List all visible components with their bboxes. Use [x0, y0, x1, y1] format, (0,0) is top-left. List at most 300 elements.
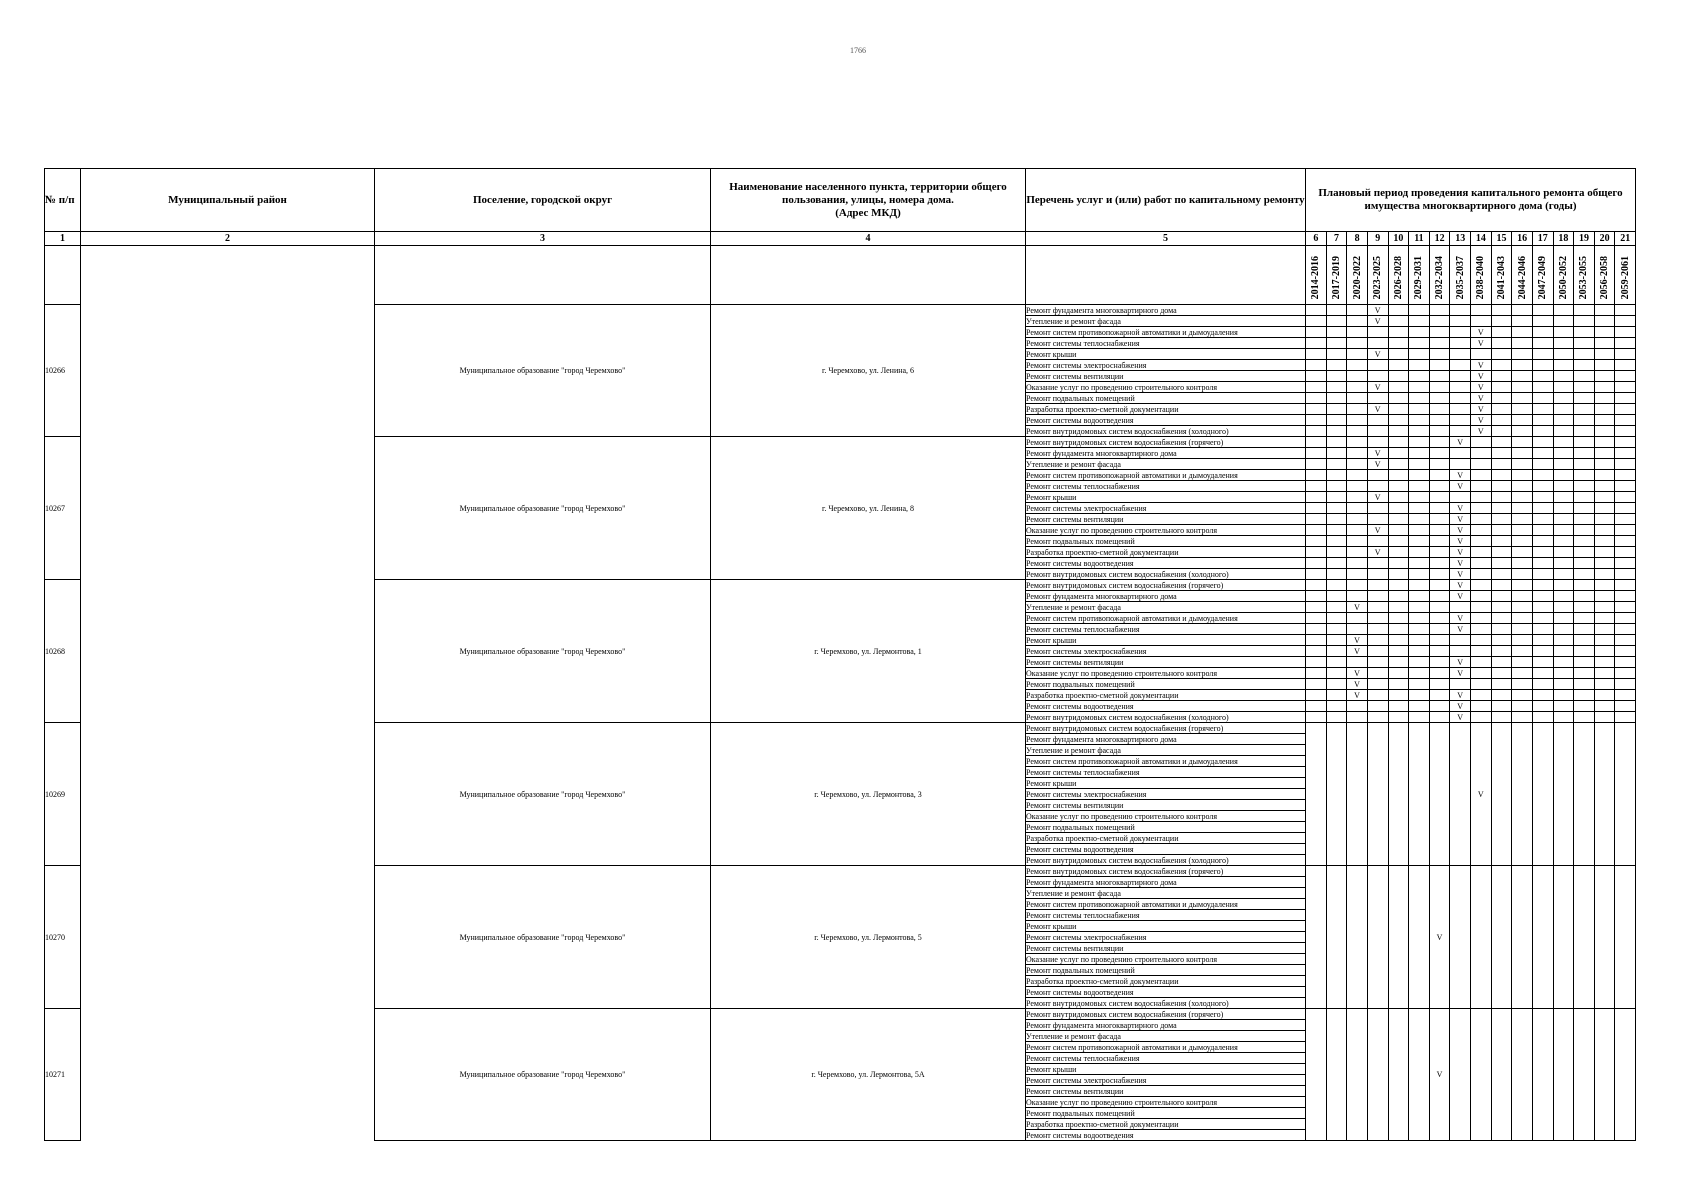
work-item: Ремонт системы теплоснабжения: [1026, 481, 1306, 492]
period-cell: [1491, 437, 1512, 448]
period-header: [1409, 246, 1430, 305]
period-cell: [1574, 547, 1595, 558]
period-cell: [1615, 701, 1636, 712]
period-mark: V: [1450, 712, 1471, 723]
period-cell: [1553, 668, 1574, 679]
period-cell: [1388, 657, 1409, 668]
period-cell: [1388, 459, 1409, 470]
period-cell: [1512, 866, 1533, 1009]
period-mark: V: [1450, 690, 1471, 701]
period-cell: [1367, 679, 1388, 690]
work-item: Ремонт фундамента многоквартирного дома: [1026, 1020, 1306, 1031]
period-mark: V: [1450, 569, 1471, 580]
period-cell: [1553, 646, 1574, 657]
period-cell: [1594, 448, 1615, 459]
period-cell: [1574, 492, 1595, 503]
period-cell: [1306, 492, 1327, 503]
period-cell: [1306, 668, 1327, 679]
period-cell: [1326, 316, 1347, 327]
period-cell: [1532, 415, 1553, 426]
period-cell: [1306, 866, 1327, 1009]
work-item: Ремонт подвальных помещений: [1026, 965, 1306, 976]
period-cell: [1594, 327, 1615, 338]
period-cell: [1491, 448, 1512, 459]
work-item: Утепление и ремонт фасада: [1026, 459, 1306, 470]
period-cell: [1512, 327, 1533, 338]
period-cell: [1553, 866, 1574, 1009]
period-mark: V: [1367, 316, 1388, 327]
period-header: [1574, 246, 1595, 305]
work-item: Ремонт системы электроснабжения: [1026, 932, 1306, 943]
period-cell: [1450, 646, 1471, 657]
district-cell: [81, 305, 375, 437]
period-cell: [1532, 360, 1553, 371]
period-cell: [1388, 712, 1409, 723]
period-mark: V: [1471, 382, 1492, 393]
period-cell: [1409, 426, 1430, 437]
address-cell: г. Черемхово, ул. Лермонтова, 3: [711, 723, 1026, 866]
period-mark: V: [1367, 525, 1388, 536]
period-cell: [1450, 492, 1471, 503]
period-cell: [1574, 437, 1595, 448]
period-cell: [1326, 580, 1347, 591]
period-header: [1306, 246, 1327, 305]
period-cell: [1367, 338, 1388, 349]
house-number: 10266: [45, 305, 81, 437]
period-cell: [1409, 503, 1430, 514]
work-item: Ремонт систем противопожарной автоматики и дымоудаления: [1026, 470, 1306, 481]
period-cell: [1326, 503, 1347, 514]
period-cell: [1512, 470, 1533, 481]
period-cell: [1512, 338, 1533, 349]
period-cell: [1574, 338, 1595, 349]
period-cell: [1429, 514, 1450, 525]
period-cell: [1574, 646, 1595, 657]
period-cell: [1347, 448, 1368, 459]
district-cell: [81, 580, 375, 723]
period-cell: [1512, 723, 1533, 866]
period-cell: [1574, 668, 1595, 679]
period-mark: V: [1347, 646, 1368, 657]
period-cell: [1409, 866, 1430, 1009]
period-cell: [1471, 503, 1492, 514]
period-cell: [1532, 1009, 1553, 1141]
period-mark: V: [1450, 470, 1471, 481]
period-cell: [1594, 470, 1615, 481]
period-mark: V: [1450, 437, 1471, 448]
period-cell: [1594, 602, 1615, 613]
period-cell: [1306, 624, 1327, 635]
period-cell: [1326, 470, 1347, 481]
period-cell: [1615, 690, 1636, 701]
work-item: Ремонт системы теплоснабжения: [1026, 624, 1306, 635]
period-cell: [1347, 316, 1368, 327]
period-cell: [1532, 679, 1553, 690]
settlement-cell: Муниципальное образование "город Черемхово": [375, 437, 711, 580]
period-cell: [1491, 866, 1512, 1009]
column-number: 7: [1326, 232, 1347, 246]
period-cell: [1594, 580, 1615, 591]
period-cell: [1574, 525, 1595, 536]
period-cell: [1553, 679, 1574, 690]
period-cell: [1574, 448, 1595, 459]
period-cell: [1388, 602, 1409, 613]
period-cell: [1491, 481, 1512, 492]
work-item: Ремонт внутридомовых систем водоснабжения (холодного): [1026, 855, 1306, 866]
period-cell: [1409, 316, 1430, 327]
period-cell: [1450, 393, 1471, 404]
period-cell: [1553, 591, 1574, 602]
header-address-line3: (Адрес МКД): [835, 206, 901, 219]
period-cell: [1471, 349, 1492, 360]
period-cell: [1367, 646, 1388, 657]
period-mark: V: [1450, 701, 1471, 712]
period-cell: [1450, 360, 1471, 371]
period-cell: [1512, 580, 1533, 591]
period-cell: [1367, 371, 1388, 382]
work-item: Ремонт системы вентиляции: [1026, 371, 1306, 382]
period-cell: [1306, 1009, 1327, 1141]
period-cell: [1409, 371, 1430, 382]
period-cell: [1326, 646, 1347, 657]
work-item: Ремонт систем противопожарной автоматики и дымоудаления: [1026, 899, 1306, 910]
period-cell: [1615, 393, 1636, 404]
period-cell: [1532, 701, 1553, 712]
period-cell: [1491, 371, 1512, 382]
period-cell: [1471, 866, 1492, 1009]
period-cell: [1574, 382, 1595, 393]
period-mark: V: [1450, 591, 1471, 602]
period-mark: V: [1367, 547, 1388, 558]
period-cell: [1594, 536, 1615, 547]
period-cell: [1450, 305, 1471, 316]
work-item: Ремонт систем противопожарной автоматики и дымоудаления: [1026, 613, 1306, 624]
work-item: Ремонт системы вентиляции: [1026, 943, 1306, 954]
column-number: 5: [1026, 232, 1306, 246]
work-row: [45, 437, 1636, 448]
period-cell: [1326, 393, 1347, 404]
period-cell: [1409, 393, 1430, 404]
capital-repair-plan-table: [44, 168, 1636, 1141]
period-cell: [1347, 536, 1368, 547]
period-cell: [1615, 448, 1636, 459]
period-cell: [1429, 503, 1450, 514]
work-item: Ремонт крыши: [1026, 1064, 1306, 1075]
period-cell: [1574, 371, 1595, 382]
period-cell: [1347, 624, 1368, 635]
period-mark: V: [1450, 668, 1471, 679]
period-mark: V: [1471, 426, 1492, 437]
work-row: [45, 580, 1636, 591]
period-cell: [1553, 657, 1574, 668]
period-cell: [1491, 316, 1512, 327]
period-header: [1326, 246, 1347, 305]
period-cell: [1553, 536, 1574, 547]
period-cell: [1532, 514, 1553, 525]
period-mark: V: [1471, 415, 1492, 426]
period-cell: [1429, 646, 1450, 657]
period-cell: [1553, 723, 1574, 866]
period-cell: [1594, 668, 1615, 679]
period-cell: [1532, 371, 1553, 382]
period-cell: [1306, 646, 1327, 657]
period-cell: [1306, 382, 1327, 393]
period-cell: [1615, 459, 1636, 470]
period-cell: [1326, 712, 1347, 723]
period-cell: [1532, 569, 1553, 580]
period-cell: [1388, 448, 1409, 459]
period-cell: [1450, 371, 1471, 382]
period-cell: [1347, 349, 1368, 360]
period-cell: [1615, 426, 1636, 437]
period-cell: [1347, 580, 1368, 591]
period-cell: [1532, 536, 1553, 547]
period-cell: [1347, 492, 1368, 503]
period-mark: V: [1450, 525, 1471, 536]
period-cell: [1532, 349, 1553, 360]
period-cell: [1594, 591, 1615, 602]
period-cell: [1326, 591, 1347, 602]
period-label: 2017-2019: [1330, 255, 1342, 299]
period-cell: [1450, 866, 1471, 1009]
period-cell: [1574, 1009, 1595, 1141]
period-label: 2044-2046: [1516, 255, 1528, 299]
period-cell: [1594, 701, 1615, 712]
period-cell: [1409, 657, 1430, 668]
period-cell: [1471, 580, 1492, 591]
period-label: 2029-2031: [1413, 255, 1425, 299]
work-row: [45, 1009, 1636, 1020]
period-cell: [1388, 470, 1409, 481]
period-cell: [1409, 635, 1430, 646]
column-number: 9: [1367, 232, 1388, 246]
period-cell: [1532, 316, 1553, 327]
period-cell: [1306, 547, 1327, 558]
period-cell: [1553, 712, 1574, 723]
period-cell: [1450, 602, 1471, 613]
period-cell: [1615, 437, 1636, 448]
period-mark: V: [1450, 624, 1471, 635]
period-cell: [1553, 558, 1574, 569]
period-cell: [1574, 470, 1595, 481]
period-cell: [1409, 349, 1430, 360]
period-cell: [1326, 360, 1347, 371]
district-cell: [81, 1009, 375, 1141]
period-mark: V: [1367, 492, 1388, 503]
period-cell: [1512, 448, 1533, 459]
period-cell: [1388, 1009, 1409, 1141]
period-cell: [1512, 349, 1533, 360]
period-cell: [1615, 1009, 1636, 1141]
period-cell: [1615, 514, 1636, 525]
settlement-cell: Муниципальное образование "город Черемхово": [375, 723, 711, 866]
period-cell: [1388, 866, 1409, 1009]
period-cell: [1326, 723, 1347, 866]
period-cell: [1471, 316, 1492, 327]
column-number: 6: [1306, 232, 1327, 246]
period-cell: [1409, 723, 1430, 866]
period-cell: [1471, 514, 1492, 525]
period-cell: [1388, 349, 1409, 360]
period-cell: [1388, 481, 1409, 492]
work-item: Ремонт подвальных помещений: [1026, 679, 1306, 690]
period-cell: [1574, 635, 1595, 646]
period-cell: [1615, 613, 1636, 624]
period-cell: [1532, 668, 1553, 679]
period-cell: [1347, 613, 1368, 624]
period-mark: V: [1471, 404, 1492, 415]
period-cell: [1306, 481, 1327, 492]
period-cell: [1574, 558, 1595, 569]
period-cell: [1471, 591, 1492, 602]
period-cell: [1306, 514, 1327, 525]
period-cell: [1553, 690, 1574, 701]
period-header: [1491, 246, 1512, 305]
period-cell: [1347, 360, 1368, 371]
period-mark: V: [1347, 668, 1368, 679]
column-number: 4: [711, 232, 1026, 246]
period-cell: [1306, 723, 1327, 866]
period-cell: [1367, 723, 1388, 866]
period-cell: [1429, 712, 1450, 723]
period-cell: [1594, 712, 1615, 723]
period-cell: [1326, 602, 1347, 613]
period-cell: [1553, 426, 1574, 437]
column-number: 1: [45, 232, 81, 246]
period-cell: [1491, 327, 1512, 338]
period-cell: [1450, 415, 1471, 426]
work-item: Ремонт системы водоотведения: [1026, 987, 1306, 998]
period-cell: [1491, 657, 1512, 668]
header-period: Плановый период проведения капитального ремонта общего имущества многоквартирного дома (годы): [1306, 169, 1636, 232]
period-cell: [1326, 371, 1347, 382]
period-cell: [1615, 492, 1636, 503]
period-cell: [1409, 470, 1430, 481]
period-cell: [1409, 338, 1430, 349]
work-item: Оказание услуг по проведению строительного контроля: [1026, 1097, 1306, 1108]
period-cell: [1553, 404, 1574, 415]
column-number: 14: [1471, 232, 1492, 246]
period-cell: [1512, 591, 1533, 602]
period-cell: [1553, 624, 1574, 635]
house-number: 10268: [45, 580, 81, 723]
period-cell: [1594, 558, 1615, 569]
period-cell: [1491, 338, 1512, 349]
period-cell: [1491, 415, 1512, 426]
period-cell: [1512, 646, 1533, 657]
column-number: 16: [1512, 232, 1533, 246]
period-cell: [1306, 426, 1327, 437]
period-cell: [1326, 404, 1347, 415]
header-num: № п/п: [45, 169, 81, 232]
period-cell: [1409, 580, 1430, 591]
period-cell: [1347, 371, 1368, 382]
period-cell: [1471, 536, 1492, 547]
work-item: Разработка проектно-сметной документации: [1026, 547, 1306, 558]
period-cell: [1326, 558, 1347, 569]
period-cell: [1471, 448, 1492, 459]
period-cell: [1388, 668, 1409, 679]
period-cell: [1306, 525, 1327, 536]
period-cell: [1471, 492, 1492, 503]
work-item: Ремонт системы электроснабжения: [1026, 503, 1306, 514]
period-cell: [1594, 690, 1615, 701]
district-cell: [81, 723, 375, 866]
period-cell: [1471, 679, 1492, 690]
period-cell: [1512, 547, 1533, 558]
work-item: Ремонт системы теплоснабжения: [1026, 767, 1306, 778]
period-cell: [1594, 371, 1615, 382]
period-mark: V: [1450, 613, 1471, 624]
period-label: 2032-2034: [1434, 255, 1446, 299]
period-cell: [1532, 404, 1553, 415]
period-cell: [1574, 723, 1595, 866]
work-item: Ремонт систем противопожарной автоматики и дымоудаления: [1026, 1042, 1306, 1053]
period-cell: [1306, 470, 1327, 481]
period-cell: [1615, 316, 1636, 327]
work-item: Ремонт фундамента многоквартирного дома: [1026, 448, 1306, 459]
period-cell: [1491, 360, 1512, 371]
period-cell: [1594, 360, 1615, 371]
period-cell: [1574, 679, 1595, 690]
period-cell: [1512, 393, 1533, 404]
period-cell: [1512, 426, 1533, 437]
period-cell: [1553, 701, 1574, 712]
period-cell: [1409, 448, 1430, 459]
period-cell: [1409, 602, 1430, 613]
period-cell: [1409, 646, 1430, 657]
period-cell: [1532, 459, 1553, 470]
period-mark: V: [1471, 371, 1492, 382]
period-cell: [1553, 305, 1574, 316]
period-cell: [1367, 536, 1388, 547]
period-header: [1532, 246, 1553, 305]
period-cell: [1367, 437, 1388, 448]
work-item: Ремонт фундамента многоквартирного дома: [1026, 877, 1306, 888]
period-header: [1347, 246, 1368, 305]
column-number-row: [45, 232, 1636, 246]
period-cell: [1367, 635, 1388, 646]
period-cell: [1326, 481, 1347, 492]
period-cell: [1615, 591, 1636, 602]
period-cell: [1367, 327, 1388, 338]
header-settlement: Поселение, городской округ: [375, 169, 711, 232]
period-cell: [1306, 415, 1327, 426]
period-cell: [1367, 701, 1388, 712]
period-cell: [1388, 393, 1409, 404]
work-item: Ремонт системы электроснабжения: [1026, 1075, 1306, 1086]
period-cell: [1347, 437, 1368, 448]
period-cell: [1347, 426, 1368, 437]
period-cell: [1574, 360, 1595, 371]
period-cell: [1491, 547, 1512, 558]
period-cell: [1326, 668, 1347, 679]
period-cell: [1306, 558, 1327, 569]
period-cell: [1553, 316, 1574, 327]
period-cell: [1429, 668, 1450, 679]
period-cell: [1347, 514, 1368, 525]
period-cell: [1512, 360, 1533, 371]
period-cell: [1512, 305, 1533, 316]
work-item: Разработка проектно-сметной документации: [1026, 404, 1306, 415]
period-cell: [1388, 503, 1409, 514]
house-number: 10267: [45, 437, 81, 580]
period-header: [1450, 246, 1471, 305]
work-item: Ремонт внутридомовых систем водоснабжения (горячего): [1026, 723, 1306, 734]
period-cell: [1491, 503, 1512, 514]
settlement-cell: Муниципальное образование "город Черемхово": [375, 580, 711, 723]
period-cell: [1615, 635, 1636, 646]
